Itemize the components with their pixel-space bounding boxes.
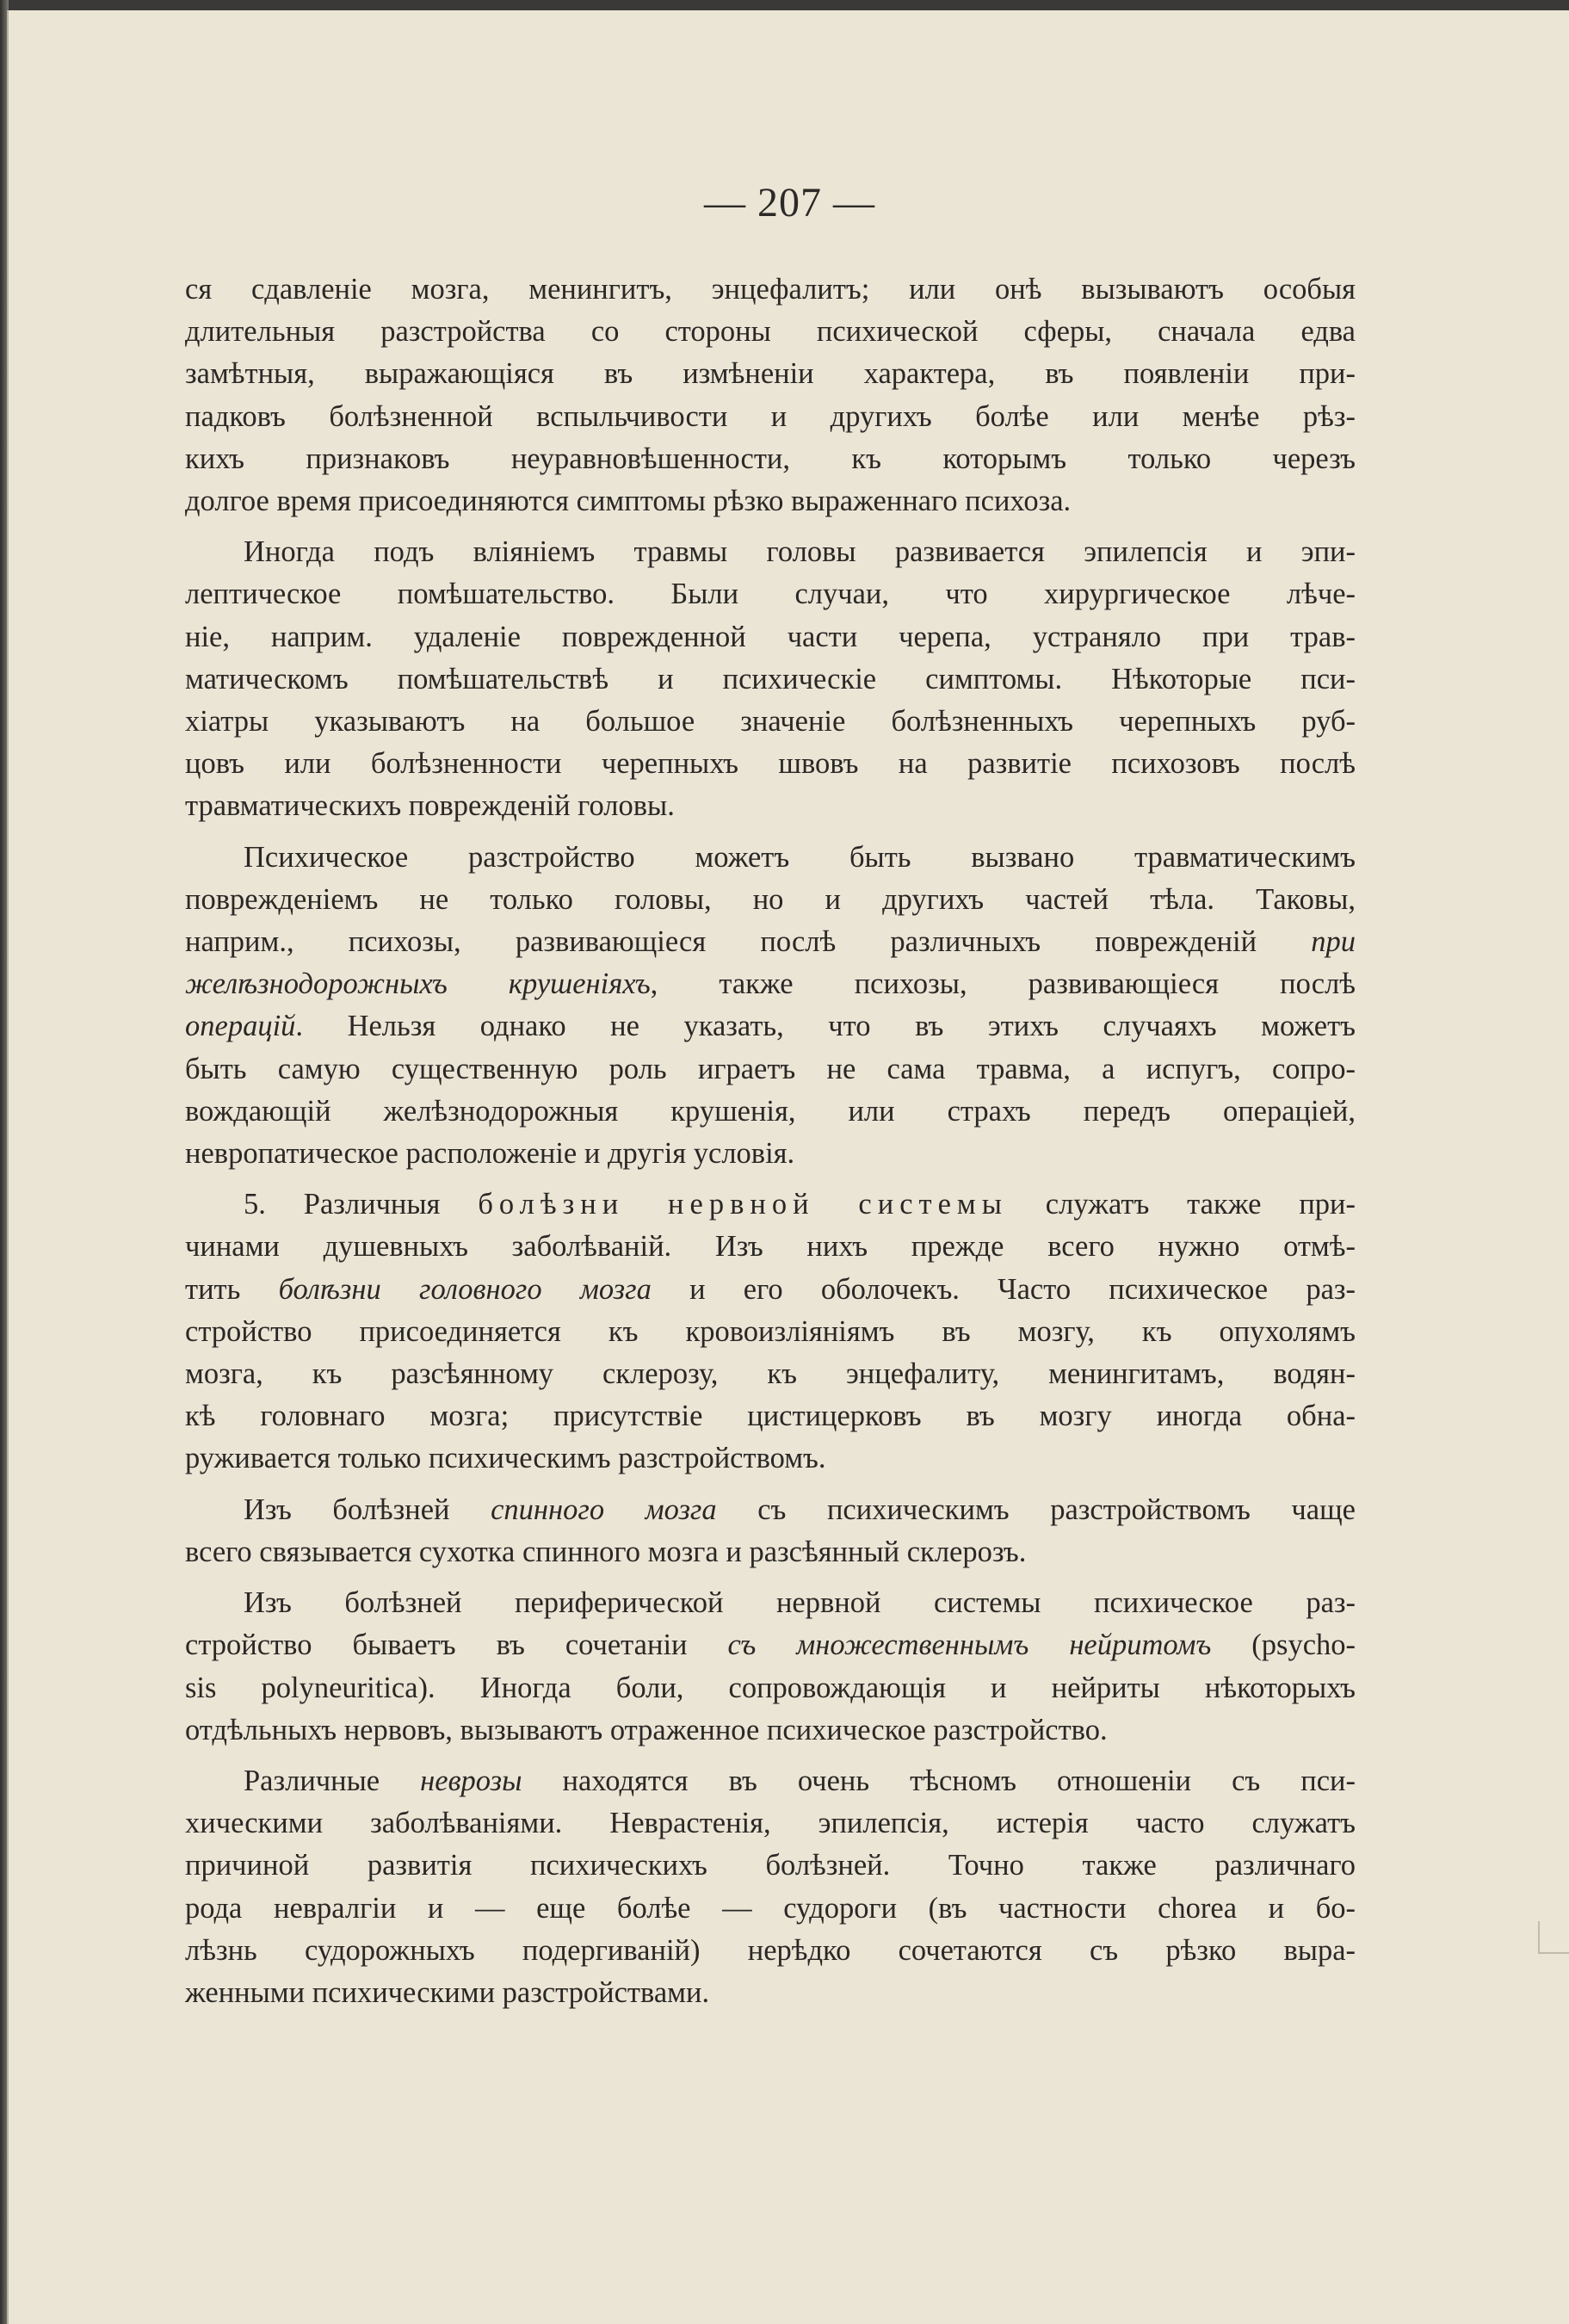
text-run: чинами душевныхъ заболѣваній. Изъ нихъ прежде всего нужно отмѣ- bbox=[185, 1230, 1356, 1264]
text-line bbox=[185, 963, 1356, 1005]
text-run: хіатры указываютъ на большое значеніе болѣзненныхъ черепныхъ руб- bbox=[185, 705, 1356, 739]
text-run: матическомъ помѣшательствѣ и психическіе симптомы. Нѣкоторые пси- bbox=[185, 662, 1356, 695]
text-line bbox=[185, 1531, 1356, 1573]
text-run: , также психозы, развивающіеся послѣ bbox=[650, 967, 1356, 1001]
text-line bbox=[185, 1667, 1356, 1709]
paragraph-gap bbox=[185, 1573, 1356, 1582]
text-run: травматическихъ поврежденій головы. bbox=[185, 789, 675, 823]
text-run: длительныя разстройства со стороны психической сферы, сначала едва bbox=[185, 315, 1356, 349]
text-line bbox=[185, 1972, 1356, 2014]
text-run: невропатическое расположеніе и другія условія. bbox=[185, 1137, 795, 1171]
text-line bbox=[185, 616, 1356, 658]
text-run: лѣзнь судорожныхъ подергиваній) нерѣдко сочетаются съ рѣзко выра- bbox=[185, 1933, 1356, 1967]
text-line bbox=[185, 1184, 1356, 1226]
text-run: женными психическими разстройствами. bbox=[185, 1975, 710, 2009]
text-line bbox=[185, 785, 1356, 827]
text-line bbox=[185, 921, 1356, 963]
text-line bbox=[185, 1048, 1356, 1091]
text-line bbox=[185, 573, 1356, 615]
text-line bbox=[185, 1269, 1356, 1311]
text-line bbox=[185, 438, 1356, 480]
text-line bbox=[185, 531, 1356, 573]
italic-term: желѣзнодорожныхъ крушеніяхъ bbox=[185, 967, 651, 1001]
text-run: стройство бываетъ въ сочетаніи bbox=[185, 1629, 728, 1662]
text-line bbox=[185, 1802, 1356, 1845]
text-line bbox=[185, 658, 1356, 701]
text-line bbox=[185, 1437, 1356, 1480]
text-line bbox=[185, 1091, 1356, 1133]
text-run: вождающій желѣзнодорожныя крушенія, или страхъ передъ операціей, bbox=[185, 1094, 1356, 1128]
text-run: лептическое помѣшательство. Были случаи, что хирургическое лѣче- bbox=[185, 578, 1356, 611]
italic-term: операцій bbox=[185, 1010, 296, 1043]
text-run: наприм., психозы, развивающіеся послѣ различныхъ поврежденій bbox=[185, 925, 1312, 959]
text-run: sis polyneuritica). Иногда боли, сопровождающія и нейриты нѣкоторыхъ bbox=[185, 1671, 1356, 1704]
text-line bbox=[185, 311, 1356, 353]
text-line bbox=[185, 879, 1356, 921]
text-line bbox=[185, 837, 1356, 879]
text-line bbox=[185, 1624, 1356, 1666]
text-run: Психическое разстройство можетъ быть вызвано травматическимъ bbox=[244, 840, 1356, 874]
text-run: цовъ или болѣзненности черепныхъ швовъ на развитіе психозовъ послѣ bbox=[185, 747, 1356, 781]
text-run: (psycho- bbox=[1211, 1629, 1356, 1662]
text-line bbox=[185, 1311, 1356, 1353]
text-line bbox=[185, 743, 1356, 785]
text-line bbox=[185, 1930, 1356, 1972]
paragraph-gap bbox=[185, 522, 1356, 531]
text-line bbox=[185, 1888, 1356, 1930]
scan-top-edge bbox=[0, 0, 1569, 10]
text-run: кихъ признаковъ неуравновѣшенности, къ которымъ только черезъ bbox=[185, 442, 1356, 475]
text-run: долгое время присоединяются симптомы рѣзко выраженнаго психоза. bbox=[185, 485, 1072, 518]
text-line bbox=[185, 1395, 1356, 1437]
text-run: всего связывается сухотка спинного мозга и разсѣянный склерозъ. bbox=[185, 1535, 1027, 1568]
text-run: . Нельзя однако не указать, что въ этихъ случаяхъ можетъ bbox=[295, 1010, 1356, 1043]
text-run: 5. Различныя bbox=[244, 1188, 479, 1221]
text-run: и его оболочекъ. Часто психическое раз- bbox=[651, 1272, 1356, 1306]
text-line bbox=[185, 1226, 1356, 1268]
spaced-term: болѣзни нервной системы bbox=[478, 1188, 1008, 1221]
page-number: — 207 — bbox=[704, 180, 875, 226]
text-run: ніе, наприм. удаленіе поврежденной части черепа, устраняло при трав- bbox=[185, 620, 1356, 653]
text-line bbox=[185, 269, 1356, 311]
text-run: Изъ болѣзней bbox=[244, 1493, 491, 1526]
text-line bbox=[185, 1582, 1356, 1624]
text-run: ся сдавленіе мозга, менингитъ, энцефалитъ; или онѣ вызываютъ особыя bbox=[185, 273, 1356, 306]
page-body-text bbox=[185, 269, 1356, 2014]
text-line bbox=[185, 1133, 1356, 1175]
text-line bbox=[185, 1760, 1356, 1802]
text-line bbox=[185, 701, 1356, 743]
paragraph-gap bbox=[185, 828, 1356, 837]
text-line bbox=[185, 1353, 1356, 1395]
italic-term: спинного мозга bbox=[491, 1493, 717, 1526]
italic-term: при bbox=[1311, 925, 1356, 959]
paragraph-gap bbox=[185, 1752, 1356, 1760]
text-line bbox=[185, 1709, 1356, 1752]
text-run: кѣ головнаго мозга; присутствіе цистицерковъ въ мозгу иногда обна- bbox=[185, 1400, 1356, 1433]
text-run: Изъ болѣзней периферической нервной системы психическое раз- bbox=[244, 1586, 1356, 1620]
text-run: рода невралгіи и — еще болѣе — судороги (въ частности chorea и бо- bbox=[185, 1891, 1356, 1925]
italic-term: неврозы bbox=[420, 1764, 522, 1797]
text-run: Иногда подъ вліяніемъ травмы головы развивается эпилепсія и эпи- bbox=[244, 535, 1356, 569]
text-run: руживается только психическимъ разстройствомъ. bbox=[185, 1442, 826, 1475]
italic-term: болѣзни головного мозга bbox=[278, 1272, 652, 1306]
text-run: падковъ болѣзненной вспыльчивости и другихъ болѣе или менѣе рѣз- bbox=[185, 399, 1356, 433]
text-run: отдѣльныхъ нервовъ, вызываютъ отраженное психическое разстройство. bbox=[185, 1713, 1108, 1746]
text-line bbox=[185, 1489, 1356, 1531]
paragraph-gap bbox=[185, 1175, 1356, 1184]
page-corner-mark bbox=[1538, 1921, 1569, 1954]
text-run: поврежденіемъ не только головы, но и другихъ частей тѣла. Таковы, bbox=[185, 882, 1356, 916]
text-run: тить bbox=[185, 1272, 279, 1306]
text-run: съ психическимъ разстройствомъ чаще bbox=[716, 1493, 1356, 1526]
text-line bbox=[185, 396, 1356, 438]
paragraph-gap bbox=[185, 1480, 1356, 1489]
text-line bbox=[185, 480, 1356, 522]
text-run: быть самую существенную роль играетъ не сама травма, а испугъ, сопро- bbox=[185, 1052, 1356, 1085]
book-page bbox=[7, 10, 1569, 2324]
italic-term: съ множественнымъ нейритомъ bbox=[727, 1629, 1212, 1662]
text-run: стройство присоединяется къ кровоизліяніямъ въ мозгу, къ опухолямъ bbox=[185, 1314, 1356, 1348]
text-run: хическими заболѣваніями. Неврастенія, эпилепсія, истерія часто служатъ bbox=[185, 1807, 1356, 1840]
text-run: Различные bbox=[244, 1764, 421, 1797]
text-run: мозга, къ разсѣянному склерозу, къ энцефалиту, менингитамъ, водян- bbox=[185, 1357, 1356, 1391]
text-run: замѣтныя, выражающіяся въ измѣненіи характера, въ появленіи при- bbox=[185, 357, 1356, 391]
text-run: находятся въ очень тѣсномъ отношеніи съ пси- bbox=[522, 1764, 1356, 1797]
text-line bbox=[185, 1005, 1356, 1048]
text-line bbox=[185, 1845, 1356, 1887]
text-run: служатъ также при- bbox=[1007, 1188, 1356, 1221]
text-line bbox=[185, 353, 1356, 395]
text-run: причиной развитія психическихъ болѣзней. Точно также различнаго bbox=[185, 1849, 1356, 1882]
